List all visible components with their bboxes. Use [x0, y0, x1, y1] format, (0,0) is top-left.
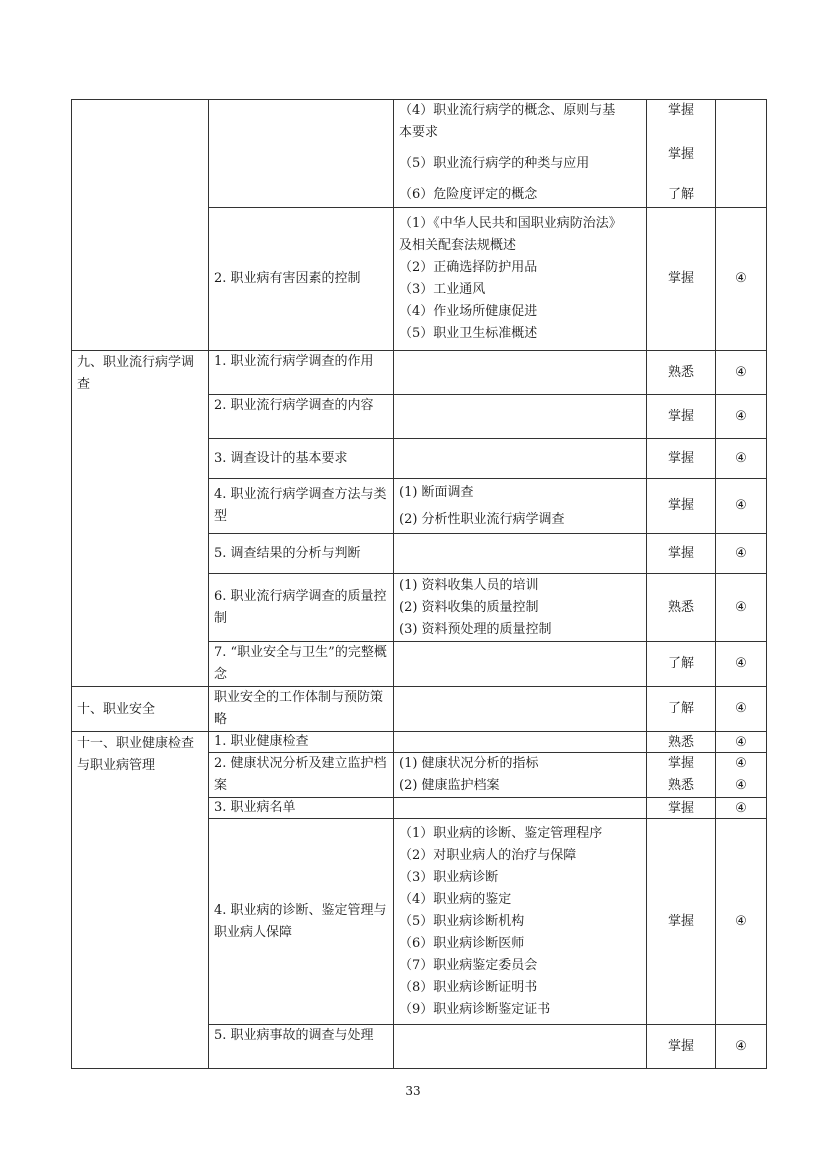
subtopic-cell: 1. 职业健康检查	[209, 732, 394, 753]
detail-item: 本要求	[399, 125, 439, 140]
details-cell	[394, 439, 647, 479]
level-cell	[647, 753, 716, 798]
detail-item: （2）正确选择防护用品	[399, 260, 538, 275]
level-cell: 熟悉	[647, 732, 716, 753]
details-cell	[394, 687, 647, 732]
subtopic-cell: 5. 职业病事故的调查与处理	[209, 1025, 394, 1069]
code-cell: ④	[716, 351, 767, 395]
subtopic-cell	[209, 100, 394, 208]
level-cell: 掌握	[647, 208, 716, 351]
detail-item: 及相关配套法规概述	[399, 238, 517, 253]
details-cell	[394, 732, 647, 753]
detail-item: （3）工业通风	[399, 282, 486, 297]
detail-item: （5）职业流行病学的种类与应用	[399, 156, 590, 171]
subtopic-cell: 5. 调查结果的分析与判断	[209, 534, 394, 574]
code-cell: ④	[716, 574, 767, 642]
subtopic-cell: 4. 职业流行病学调查方法与类型	[209, 479, 394, 534]
level-item: 掌握	[667, 756, 694, 771]
level-cell: 熟悉	[647, 351, 716, 395]
code-item: ④	[735, 756, 747, 771]
code-cell: ④	[716, 642, 767, 687]
level-cell: 了解	[647, 687, 716, 732]
code-cell: ④	[716, 687, 767, 732]
detail-item: （1）职业病的诊断、鉴定管理程序	[399, 825, 603, 841]
detail-item: (1) 断面调查	[399, 484, 474, 500]
code-item: ④	[735, 778, 747, 793]
details-cell	[394, 208, 647, 351]
details-cell	[394, 100, 647, 208]
details-cell	[394, 574, 647, 642]
table-row	[72, 687, 767, 732]
detail-item: (2) 资料收集的质量控制	[399, 599, 539, 615]
detail-item: （5）职业卫生标准概述	[399, 326, 538, 341]
topic-cell: 十、职业安全	[72, 687, 209, 732]
subtopic-cell: 1. 职业流行病学调查的作用	[209, 351, 394, 395]
level-item: 了解	[667, 187, 694, 202]
detail-item: （6）职业病诊断医师	[399, 935, 525, 951]
detail-item: （6）危险度评定的概念	[399, 187, 538, 202]
code-cell: ④	[716, 1025, 767, 1069]
subtopic-cell: 4. 职业病的诊断、鉴定管理与职业病人保障	[209, 819, 394, 1025]
subtopic-cell: 7. “职业安全与卫生”的完整概念	[209, 642, 394, 687]
details-cell	[394, 479, 647, 534]
page-number: 33	[405, 1084, 421, 1098]
code-cell: ④	[716, 534, 767, 574]
detail-item: （4）职业病的鉴定	[399, 891, 512, 907]
topic-cell: 九、职业流行病学调查	[72, 351, 209, 687]
code-cell: ④	[716, 732, 767, 753]
subtopic-cell: 职业安全的工作体制与预防策略	[209, 687, 394, 732]
level-cell: 了解	[647, 642, 716, 687]
detail-item: (2) 健康监护档案	[399, 778, 500, 793]
subtopic-cell: 3. 职业病名单	[209, 798, 394, 819]
details-cell	[394, 395, 647, 439]
detail-item: （4）作业场所健康促进	[399, 304, 538, 319]
detail-item: （4）职业流行病学的概念、原则与基	[399, 103, 616, 118]
code-cell: ④	[716, 819, 767, 1025]
detail-item: （7）职业病鉴定委员会	[399, 957, 538, 973]
level-cell: 掌握	[647, 479, 716, 534]
level-cell: 掌握	[647, 439, 716, 479]
code-cell	[716, 100, 767, 208]
details-cell	[394, 819, 647, 1025]
details-cell	[394, 534, 647, 574]
subtopic-cell: 3. 调查设计的基本要求	[209, 439, 394, 479]
detail-item: （3）职业病诊断	[399, 869, 499, 885]
subtopic-cell: 2. 职业病有害因素的控制	[209, 208, 394, 351]
level-item: 掌握	[667, 147, 694, 162]
detail-item: （2）对职业病人的治疗与保障	[399, 847, 577, 863]
level-item: 掌握	[667, 103, 694, 118]
code-cell: ④	[716, 798, 767, 819]
detail-item: （9）职业病诊断鉴定证书	[399, 1001, 551, 1017]
detail-item: （8）职业病诊断证明书	[399, 979, 538, 995]
details-cell	[394, 753, 647, 798]
level-cell: 掌握	[647, 1025, 716, 1069]
code-cell	[716, 753, 767, 798]
detail-item: (1) 资料收集人员的培训	[399, 577, 539, 593]
detail-item: (2) 分析性职业流行病学调查	[399, 511, 565, 527]
code-cell: ④	[716, 395, 767, 439]
table-row	[72, 100, 767, 208]
level-cell	[647, 100, 716, 208]
details-cell	[394, 1025, 647, 1069]
subtopic-cell: 6. 职业流行病学调查的质量控制	[209, 574, 394, 642]
table-row	[72, 732, 767, 753]
details-cell	[394, 798, 647, 819]
code-cell: ④	[716, 208, 767, 351]
subtopic-cell: 2. 职业流行病学调查的内容	[209, 395, 394, 439]
level-item: 熟悉	[667, 778, 694, 793]
topic-cell: 十一、职业健康检查与职业病管理	[72, 732, 209, 1069]
level-cell: 熟悉	[647, 574, 716, 642]
detail-item: （5）职业病诊断机构	[399, 913, 525, 929]
syllabus-table	[71, 99, 767, 1069]
details-cell	[394, 351, 647, 395]
topic-cell	[72, 100, 209, 351]
code-cell: ④	[716, 479, 767, 534]
details-cell	[394, 642, 647, 687]
level-cell: 掌握	[647, 798, 716, 819]
subtopic-cell: 2. 健康状况分析及建立监护档案	[209, 753, 394, 798]
level-cell: 掌握	[647, 395, 716, 439]
detail-item: （1）《中华人民共和国职业病防治法》	[399, 216, 622, 231]
table-row	[72, 351, 767, 395]
detail-item: (3) 资料预处理的质量控制	[399, 621, 552, 637]
level-cell: 掌握	[647, 534, 716, 574]
detail-item: (1) 健康状况分析的指标	[399, 756, 539, 771]
code-cell: ④	[716, 439, 767, 479]
level-cell: 掌握	[647, 819, 716, 1025]
